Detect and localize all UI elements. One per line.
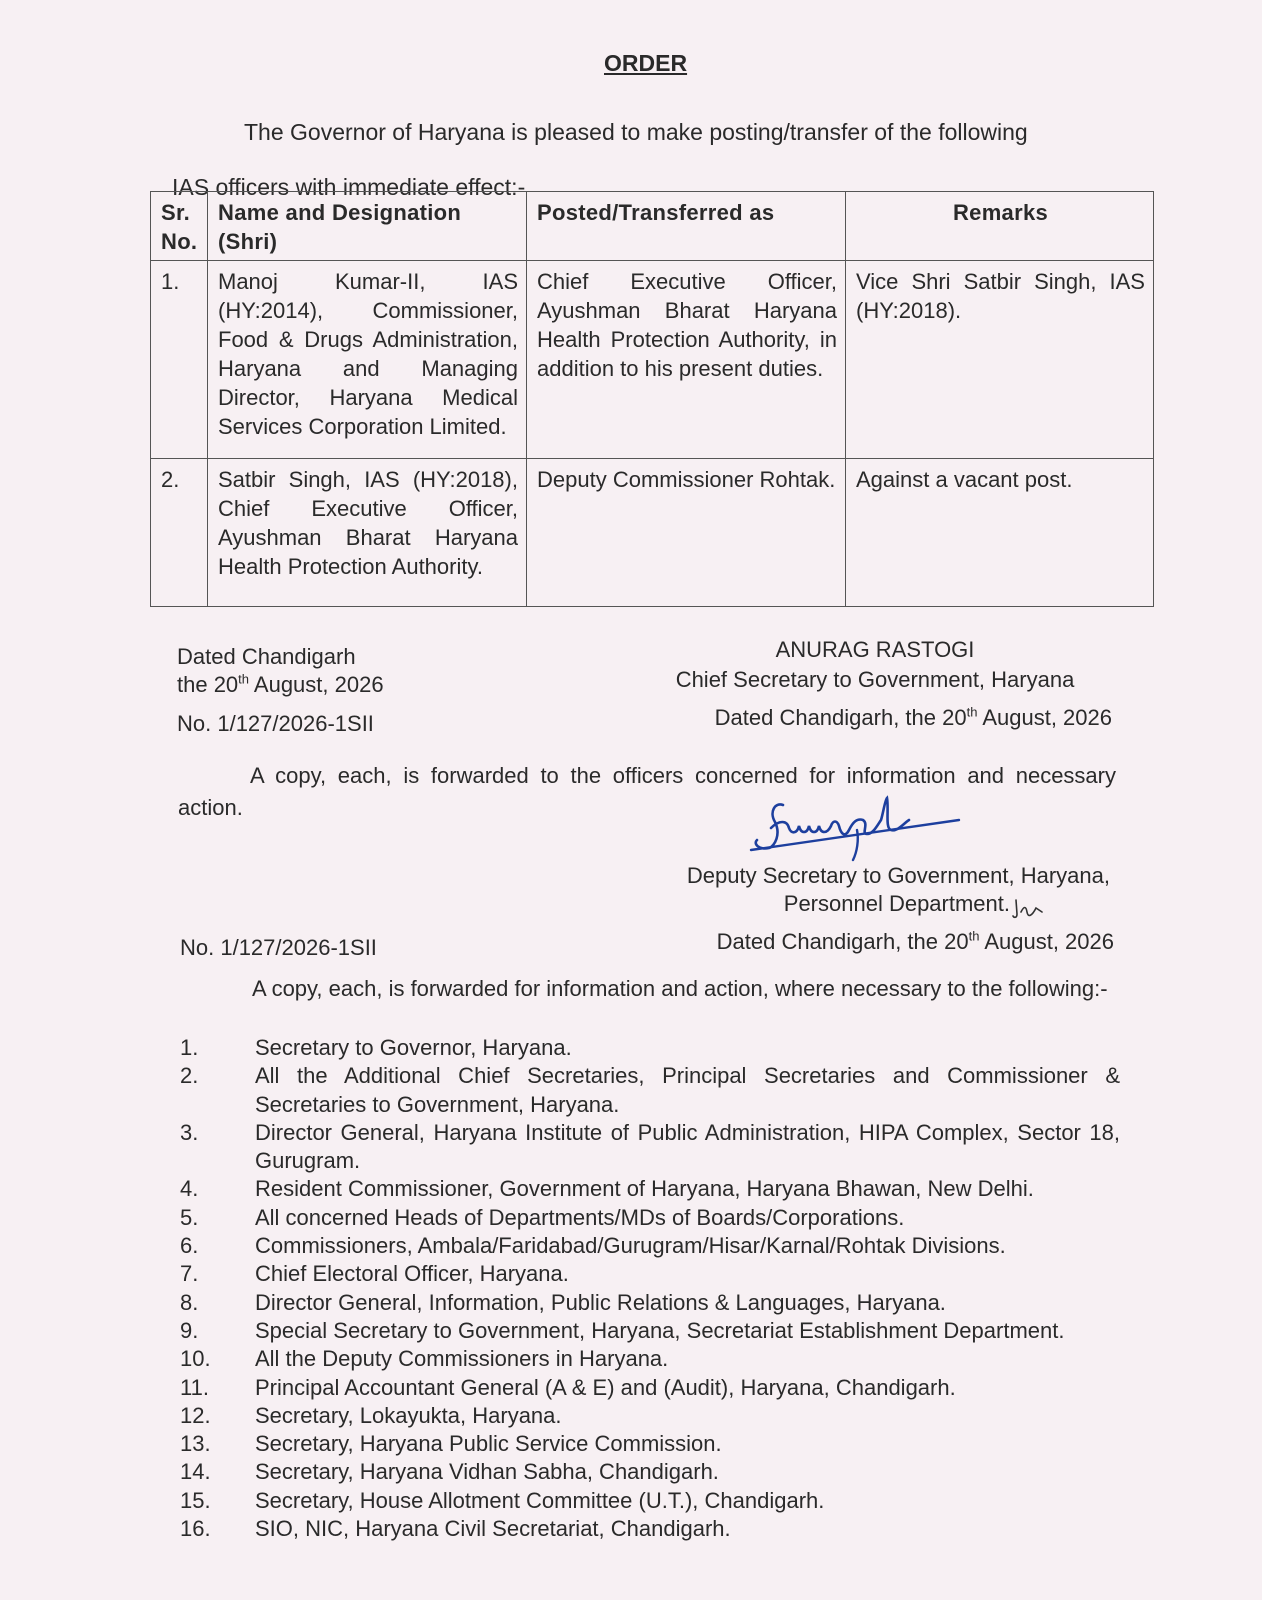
- recipient-list: [180, 1034, 1120, 1543]
- list-item: 6. Commissioners, Ambala/Faridabad/Gurugram/Hisar/Karnal/Rohtak Divisions.: [180, 1233, 1006, 1259]
- initials-mark: [1012, 896, 1044, 922]
- endorsement-number-2: No. 1/127/2026-1SII: [180, 935, 377, 960]
- row-posted-as: Chief Executive Officer, Ayushman Bharat Haryana Health Protection Authority, in addition to his present duties.: [527, 261, 846, 459]
- row-name-designation: Satbir Singh, IAS (HY:2018), Chief Executive Officer, Ayushman Bharat Haryana Health Protection Authority.: [208, 459, 527, 607]
- list-item: 1. Secretary to Governor, Haryana.: [180, 1035, 572, 1060]
- table-header-row: [151, 192, 1154, 261]
- row-remarks: Vice Shri Satbir Singh, IAS (HY:2018).: [846, 261, 1154, 459]
- row-posted-as: Deputy Commissioner Rohtak.: [527, 459, 846, 607]
- header-sr-no: Sr. No.: [151, 192, 208, 261]
- list-item: 3. Director General, Haryana Institute of Public Administration, HIPA Complex, Sector 18, Gurugram.: [180, 1119, 1120, 1174]
- table-row: [151, 261, 1154, 459]
- list-item: 4. Resident Commissioner, Government of Haryana, Haryana Bhawan, New Delhi.: [180, 1176, 1034, 1202]
- endorsement-date-1: Dated Chandigarh, the 20th August, 2026: [714, 704, 1112, 730]
- endorsement-number-1: No. 1/127/2026-1SII: [177, 711, 374, 736]
- header-posted-as: Posted/Transferred as: [527, 192, 846, 261]
- row-name-designation: Manoj Kumar-II, IAS (HY:2014), Commissioner, Food & Drugs Administration, Haryana and Managing Director, Haryana Medical Services Corporation Limited.: [208, 261, 527, 459]
- dated-block: [177, 643, 384, 699]
- list-item: 11. Principal Accountant General (A & E) and (Audit), Haryana, Chandigarh.: [180, 1374, 956, 1400]
- order-title: ORDER: [604, 50, 688, 76]
- list-item: 15. Secretary, House Allotment Committee (U.T.), Chandigarh.: [180, 1487, 825, 1513]
- list-item: 7. Chief Electoral Officer, Haryana.: [180, 1261, 569, 1287]
- list-item: 2. All the Additional Chief Secretaries, Principal Secretaries and Commissioner & Secretaries to Government, Haryana.: [180, 1063, 1120, 1117]
- table-row: [151, 459, 1154, 607]
- row-sr: 1.: [151, 261, 208, 459]
- forwarding-paragraph-1: A copy, each, is forwarded to the officers concerned for information and necessary action.: [178, 763, 1116, 820]
- list-item: 8. Director General, Information, Public Relations & Languages, Haryana.: [180, 1289, 946, 1315]
- endorsement-date-2: Dated Chandigarh, the 20th August, 2026: [716, 928, 1114, 954]
- list-item: 13. Secretary, Haryana Public Service Commission.: [180, 1431, 722, 1457]
- posting-table: [150, 191, 1154, 607]
- list-item: 16. SIO, NIC, Haryana Civil Secretariat, Chandigarh.: [180, 1516, 731, 1542]
- list-item: 5. All concerned Heads of Departments/MDs of Boards/Corporations.: [180, 1204, 905, 1230]
- deputy-secretary-line-2: Personnel Department.: [783, 891, 1010, 916]
- chief-secretary-designation: Chief Secretary to Government, Haryana: [675, 667, 1075, 692]
- list-item: 10. All the Deputy Commissioners in Haryana.: [180, 1346, 669, 1372]
- list-item: 9. Special Secretary to Government, Haryana, Secretariat Establishment Department.: [180, 1317, 1065, 1343]
- dated-line-2: the 20th August, 2026: [177, 671, 384, 697]
- list-item: 14. Secretary, Haryana Vidhan Sabha, Chandigarh.: [180, 1459, 719, 1485]
- deputy-secretary-line-1: Deputy Secretary to Government, Haryana,: [686, 863, 1110, 888]
- chief-secretary-block: [640, 636, 1110, 694]
- intro-line-1: The Governor of Haryana is pleased to make posting/transfer of the following: [244, 119, 1028, 145]
- intro-line-2: IAS officers with immediate effect:-: [172, 174, 526, 200]
- chief-secretary-name: ANURAG RASTOGI: [775, 637, 975, 662]
- row-sr: 2.: [151, 459, 208, 607]
- signature-image: [745, 790, 970, 865]
- row-remarks: Against a vacant post.: [846, 459, 1154, 607]
- header-name-designation: Name and Designation (Shri): [208, 192, 527, 261]
- list-item: 12. Secretary, Lokayukta, Haryana.: [180, 1402, 562, 1428]
- dated-line-1: Dated Chandigarh: [177, 644, 356, 669]
- forwarding-paragraph-2: A copy, each, is forwarded for information and action, where necessary to the following:-: [252, 976, 1108, 1001]
- header-remarks: Remarks: [846, 192, 1154, 261]
